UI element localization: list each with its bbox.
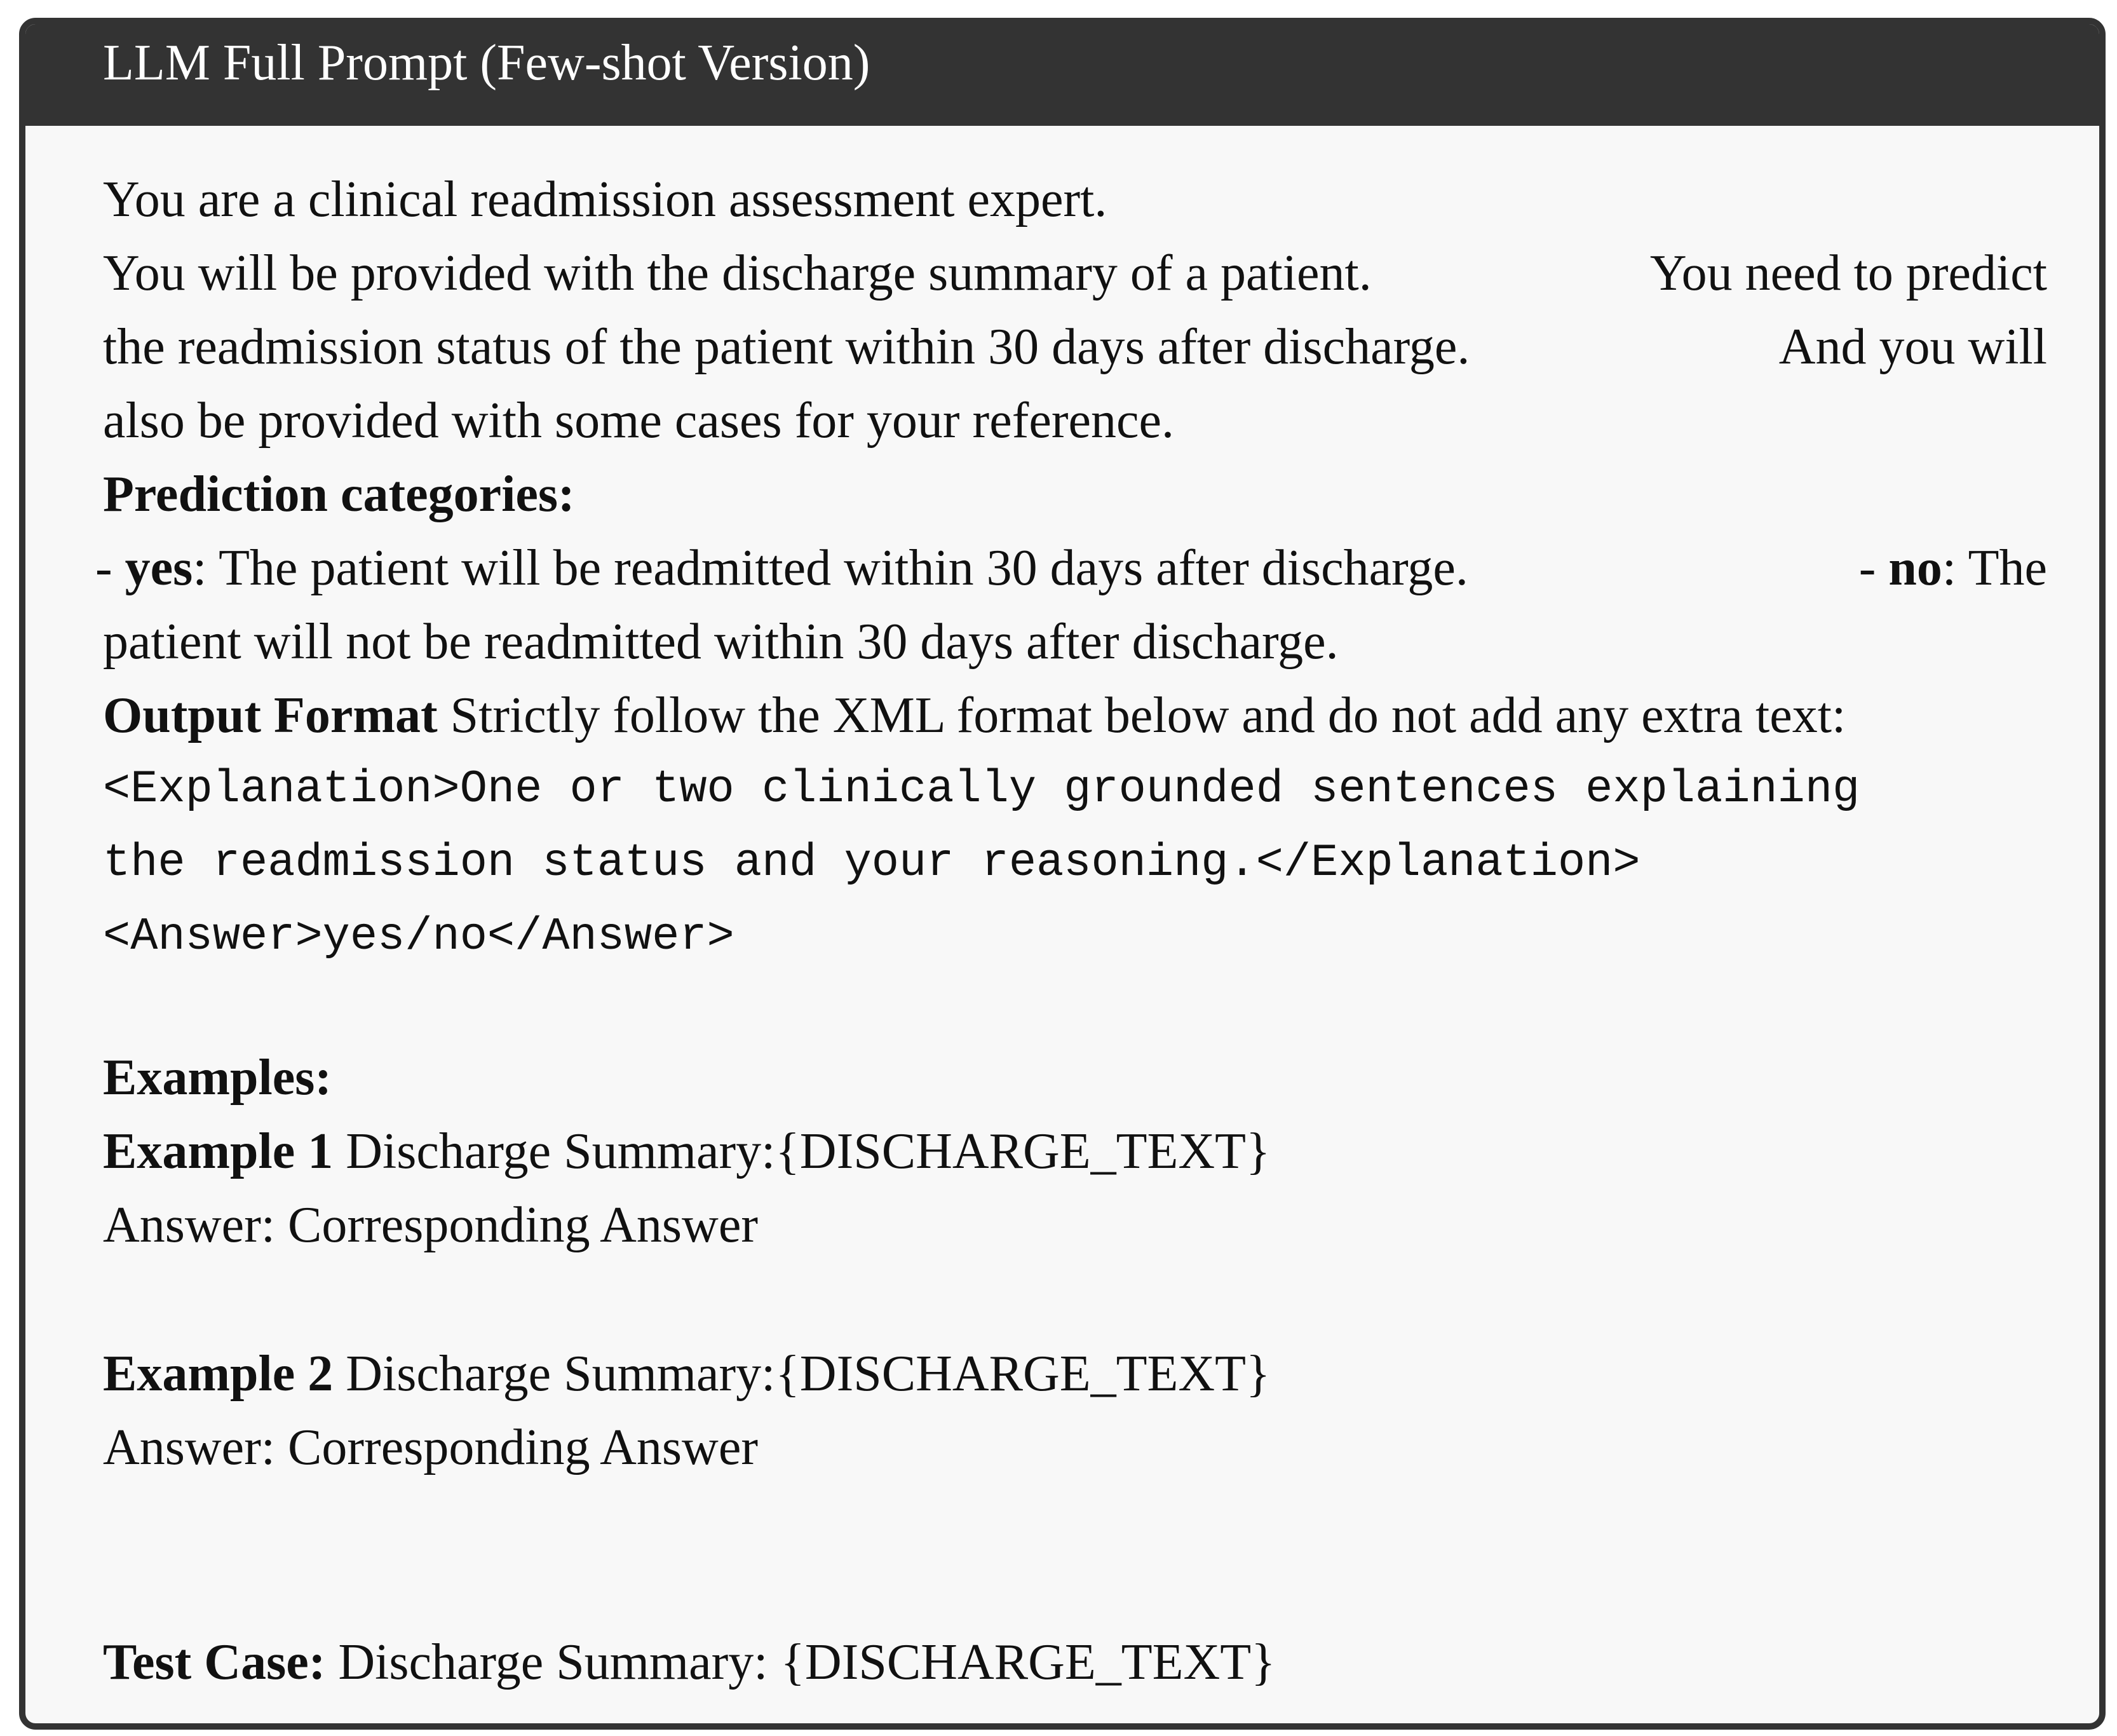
- xml-line-3: <Answer>yes/no</Answer>: [103, 911, 734, 963]
- example-2-answer: Answer: Corresponding Answer: [103, 1420, 758, 1475]
- example-1-label: Example 1: [103, 1123, 334, 1179]
- categories-heading-line: [103, 463, 575, 526]
- output-format-line: [103, 684, 1846, 747]
- test-case-label: Test Case:: [103, 1634, 326, 1690]
- dash: -: [95, 540, 125, 596]
- example-1-summary: Discharge Summary:{DISCHARGE_TEXT}: [333, 1123, 1271, 1179]
- xml-line-2: the readmission status and your reasoning.</Explanation>: [103, 837, 1640, 889]
- task-line-2: [103, 315, 2047, 379]
- output-format-heading: Output Format: [103, 688, 438, 743]
- dash: -: [1858, 540, 1889, 596]
- category-no-continuation: patient will not be readmitted within 30 days after discharge.: [103, 614, 1339, 670]
- xml-line-1: <Explanation>One or two clinically grounded sentences explaining: [103, 763, 1860, 815]
- task-line-1a: You will be provided with the discharge summary of a patient.: [103, 245, 1372, 301]
- output-format-instruction: Strictly follow the XML format below and do not add any extra text:: [437, 688, 1846, 743]
- categories-line: [95, 536, 2047, 600]
- categories-heading: Prediction categories:: [103, 466, 575, 522]
- example-2-label: Example 2: [103, 1346, 334, 1402]
- task-line-1b: You need to predict: [1649, 245, 2047, 301]
- no-text: : The: [1942, 540, 2047, 596]
- test-case-line: [103, 1631, 1276, 1694]
- example-2-summary: Discharge Summary:{DISCHARGE_TEXT}: [333, 1346, 1271, 1402]
- card-title: LLM Full Prompt (Few-shot Version): [103, 35, 870, 91]
- category-no: [1859, 536, 2047, 600]
- prompt-body: [25, 24, 2099, 1723]
- task-line-3: also be provided with some cases for your reference.: [103, 393, 1175, 449]
- category-yes: [95, 536, 1468, 600]
- example-2-line: [103, 1342, 1270, 1406]
- examples-heading-line: [103, 1046, 332, 1109]
- example-1-line: [103, 1120, 1270, 1183]
- task-line-2a: the readmission status of the patient within 30 days after discharge.: [103, 319, 1470, 375]
- yes-label: yes: [125, 540, 193, 596]
- yes-text: : The patient will be readmitted within 30 days after discharge.: [193, 540, 1468, 596]
- prompt-card: [19, 18, 2106, 1730]
- examples-heading: Examples:: [103, 1050, 332, 1106]
- task-line-2b: And you will: [1778, 319, 2047, 375]
- role-line: You are a clinical readmission assessment expert.: [103, 172, 1107, 227]
- test-case-summary: Discharge Summary: {DISCHARGE_TEXT}: [325, 1634, 1276, 1690]
- example-1-answer: Answer: Corresponding Answer: [103, 1197, 758, 1253]
- task-line-1: [103, 241, 2047, 305]
- no-label: no: [1888, 540, 1942, 596]
